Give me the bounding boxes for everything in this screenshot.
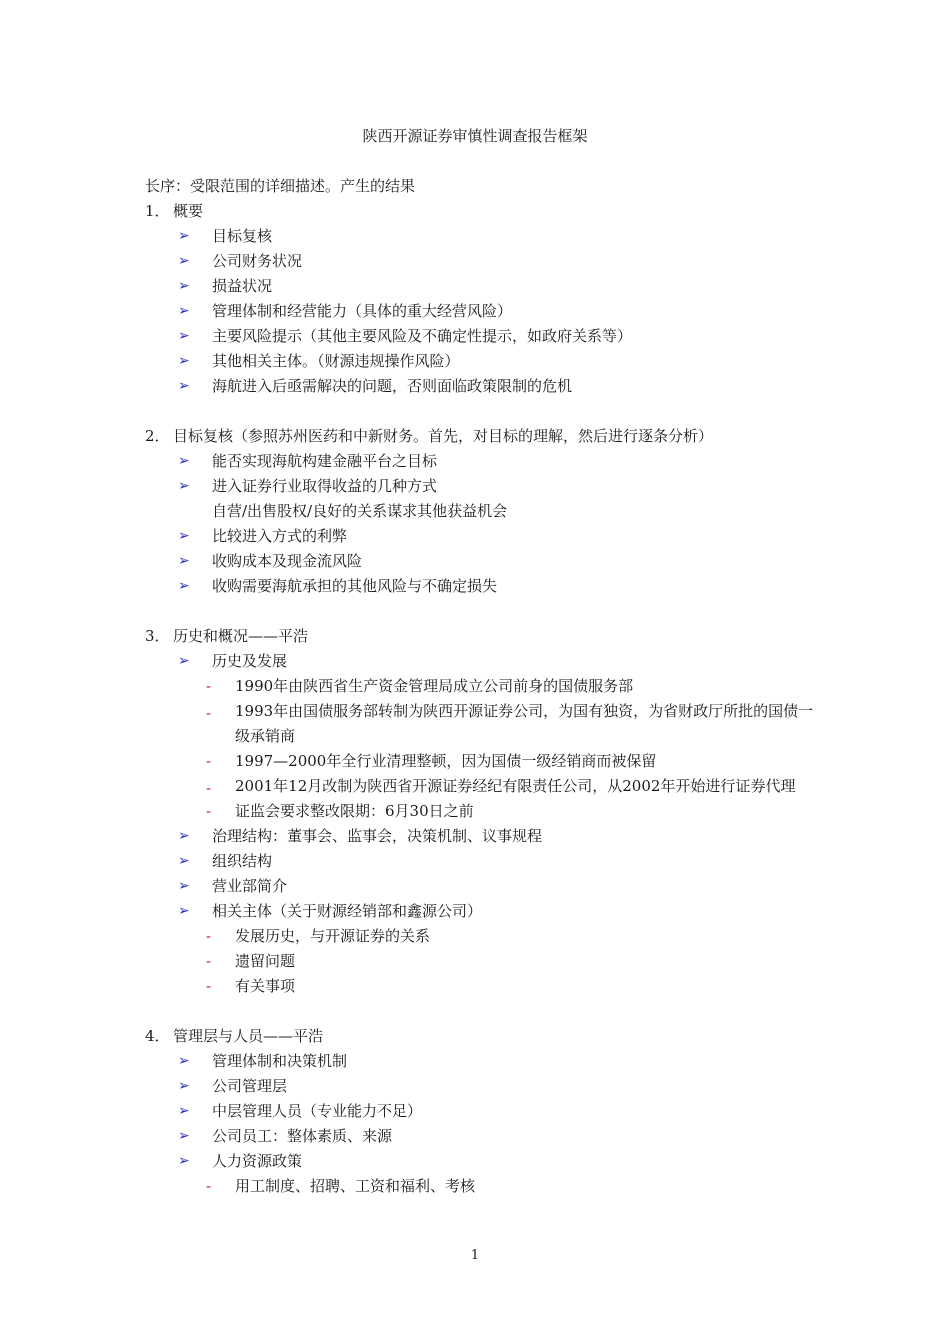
list-item-text: 人力资源政策 (212, 1152, 303, 1170)
arrow-bullet-icon: ➢ (178, 303, 190, 319)
dash-bullet-icon: - (206, 927, 212, 945)
list-item (145, 476, 815, 501)
dash-bullet-icon: - (206, 802, 212, 820)
list-item (145, 226, 815, 251)
arrow-bullet-icon: ➢ (178, 353, 190, 369)
arrow-bullet-icon: ➢ (178, 278, 190, 294)
arrow-bullet-icon: ➢ (178, 228, 190, 244)
dash-bullet-icon: - (206, 1177, 212, 1195)
section-number: 4． (145, 1027, 170, 1045)
list-item (145, 851, 815, 876)
section-title: 历史和概况——平浩 (173, 627, 309, 645)
sub-list-item-text: 证监会要求整改限期：6月30日之前 (235, 802, 474, 820)
list-item (145, 576, 815, 601)
arrow-bullet-icon: ➢ (178, 1153, 190, 1169)
list-item-text: 目标复核 (212, 227, 273, 245)
list-item-text: 组织结构 (212, 852, 273, 870)
sub-list-item (145, 926, 815, 951)
arrow-bullet-icon: ➢ (178, 1128, 190, 1144)
list-item-text: 海航进入后亟需解决的问题，否则面临政策限制的危机 (212, 377, 573, 395)
list-item (145, 1076, 815, 1101)
list-item-text: 公司财务状况 (212, 252, 303, 270)
dash-bullet-icon: - (206, 977, 212, 995)
list-item-text: 能否实现海航构建金融平台之目标 (212, 452, 438, 470)
section-number: 2． (145, 427, 170, 445)
sub-list-item-text: 发展历史，与开源证券的关系 (235, 927, 431, 945)
section-heading (145, 426, 815, 451)
list-item-text: 其他相关主体。（财源违规操作风险） (212, 352, 460, 370)
list-item-text: 损益状况 (212, 277, 273, 295)
list-item (145, 451, 815, 476)
sub-list-item-text: 有关事项 (235, 977, 296, 995)
arrow-bullet-icon: ➢ (178, 478, 190, 494)
list-item (145, 901, 815, 926)
sub-list-item-text: 2001年12月改制为陕西省开源证券经纪有限责任公司，从2002年开始进行证券代理 (235, 777, 796, 795)
list-item-text: 历史及发展 (212, 652, 288, 670)
list-item-text: 治理结构：董事会、监事会，决策机制、议事规程 (212, 827, 543, 845)
spacer (145, 601, 815, 626)
arrow-bullet-icon: ➢ (178, 453, 190, 469)
arrow-bullet-icon: ➢ (178, 1053, 190, 1069)
arrow-bullet-icon: ➢ (178, 1103, 190, 1119)
sub-list-item (145, 801, 815, 826)
list-item (145, 826, 815, 851)
section-heading (145, 1026, 815, 1051)
dash-bullet-icon: - (206, 752, 212, 770)
arrow-bullet-icon: ➢ (178, 878, 190, 894)
list-item (145, 526, 815, 551)
list-item (145, 1051, 815, 1076)
list-item-text: 管理体制和经营能力（具体的重大经营风险） (212, 302, 513, 320)
list-item (145, 1151, 815, 1176)
document-body (145, 176, 815, 1201)
arrow-bullet-icon: ➢ (178, 1078, 190, 1094)
document-title: 陕西开源证券审慎性调查报告框架 (362, 127, 588, 145)
list-item (145, 1126, 815, 1151)
sub-list-item (145, 699, 815, 749)
sub-list-item-text: 遗留问题 (235, 952, 296, 970)
arrow-bullet-icon: ➢ (178, 853, 190, 869)
list-item-text: 管理体制和决策机制 (212, 1052, 348, 1070)
sub-list-item (145, 976, 815, 1001)
arrow-bullet-icon: ➢ (178, 903, 190, 919)
list-item (145, 876, 815, 901)
list-item (145, 301, 815, 326)
list-item-text: 收购需要海航承担的其他风险与不确定损失 (212, 577, 498, 595)
list-item (145, 651, 815, 676)
list-item-text: 营业部简介 (212, 877, 288, 895)
spacer (145, 401, 815, 426)
sub-list-item-text: 1990年由陕西省生产资金管理局成立公司前身的国债服务部 (235, 677, 634, 695)
list-item-text: 收购成本及现金流风险 (212, 552, 363, 570)
arrow-bullet-icon: ➢ (178, 378, 190, 394)
sub-list-item (145, 951, 815, 976)
list-item-text: 进入证券行业取得收益的几种方式 (212, 477, 438, 495)
section-title: 概要 (173, 202, 204, 220)
page-number: 1 (470, 1248, 480, 1263)
list-item (145, 376, 815, 401)
sub-list-item (145, 751, 815, 776)
arrow-bullet-icon: ➢ (178, 653, 190, 669)
dash-bullet-icon: - (206, 952, 212, 970)
arrow-bullet-icon: ➢ (178, 553, 190, 569)
dash-bullet-icon: - (206, 677, 212, 695)
sub-list-item (145, 1176, 815, 1201)
list-item (145, 326, 815, 351)
arrow-bullet-icon: ➢ (178, 578, 190, 594)
sub-list-item-text: 用工制度、招聘、工资和福利、考核 (235, 1177, 476, 1195)
arrow-bullet-icon: ➢ (178, 328, 190, 344)
list-item-text: 主要风险提示（其他主要风险及不确定性提示，如政府关系等） (212, 327, 633, 345)
section-heading (145, 201, 815, 226)
section-heading (145, 626, 815, 651)
section-title: 管理层与人员——平浩 (173, 1027, 324, 1045)
preface-text: 长序：受限范围的详细描述。产生的结果 (145, 177, 416, 195)
sub-list-item (145, 676, 815, 701)
list-item-text: 公司管理层 (212, 1077, 288, 1095)
spacer (145, 1001, 815, 1026)
section-number: 3． (145, 627, 170, 645)
list-item (145, 351, 815, 376)
list-item-text: 比较进入方式的利弊 (212, 527, 348, 545)
sub-list-item (145, 774, 815, 799)
section-number: 1． (145, 202, 170, 220)
section-title: 目标复核（参照苏州医药和中新财务。首先，对目标的理解，然后进行逐条分析） (173, 427, 714, 445)
sub-list-item-text: 1993年由国债服务部转制为陕西开源证券公司，为国有独资，为省财政厅所批的国债一级承销商 (235, 702, 814, 745)
dash-bullet-icon: - (206, 779, 212, 797)
list-item (145, 1101, 815, 1126)
list-item (145, 251, 815, 276)
arrow-bullet-icon: ➢ (178, 828, 190, 844)
list-item-text: 相关主体（关于财源经销部和鑫源公司） (212, 902, 483, 920)
arrow-bullet-icon: ➢ (178, 253, 190, 269)
list-item-text: 公司员工：整体素质、来源 (212, 1127, 393, 1145)
list-item (145, 551, 815, 576)
dash-bullet-icon: - (206, 704, 212, 722)
sub-list-item-text: 1997—2000年全行业清理整顿，因为国债一级经销商而被保留 (235, 752, 657, 770)
list-item-note: 自营/出售股权/良好的关系谋求其他获益机会 (212, 502, 508, 520)
list-item (145, 276, 815, 301)
arrow-bullet-icon: ➢ (178, 528, 190, 544)
list-item-text: 中层管理人员（专业能力不足） (212, 1102, 423, 1120)
